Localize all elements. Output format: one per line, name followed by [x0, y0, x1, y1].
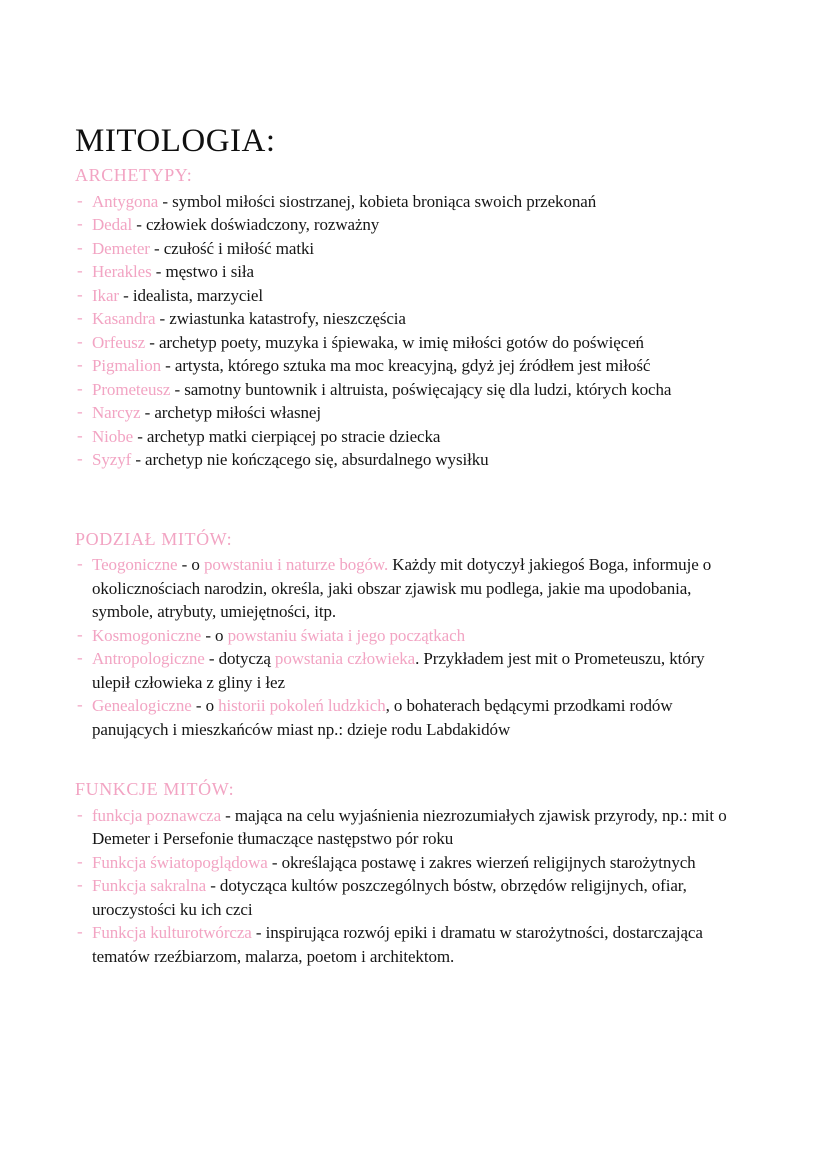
text-segment-black: Każdy mit dotyczył jakiegoś Boga, informuje o okolicznościach narodzin, określa, jaki obszar zjawisk mu podlega, jakie ma upodobania, symbole, atrybuty, umiejętności, itp. — [92, 555, 712, 622]
text-segment-black: - o — [201, 625, 228, 645]
item-text — [92, 694, 740, 741]
list-item — [75, 331, 828, 355]
dash-bullet-icon: - — [77, 355, 83, 375]
item-text — [92, 553, 740, 624]
text-segment-pink: Antygona — [92, 191, 159, 211]
dash-bullet-icon: - — [77, 695, 83, 715]
text-segment-pink: Antropologiczne — [92, 649, 205, 669]
text-segment-pink: powstania człowieka — [274, 649, 416, 669]
item-text — [92, 260, 740, 284]
text-segment-black: - dotyczą — [204, 649, 275, 669]
text-segment-pink: Genealogiczne — [92, 696, 192, 716]
text-segment-black: - męstwo i siła — [151, 262, 254, 282]
text-segment-pink: Kasandra — [92, 309, 156, 329]
text-segment-black: - dotycząca kultów poszczególnych bóstw, obrzędów religijnych, ofiar, uroczystości ku ich czci — [92, 876, 687, 919]
dash-bullet-icon: - — [77, 284, 83, 304]
text-segment-pink: Niobe — [92, 426, 134, 446]
list-item — [75, 213, 828, 237]
text-segment-pink: Kosmogoniczne — [92, 625, 202, 645]
section — [75, 528, 828, 742]
item-text — [92, 354, 740, 378]
text-segment-black: - idealista, marzyciel — [118, 285, 263, 305]
text-segment-pink: funkcja poznawcza — [92, 805, 222, 825]
dash-bullet-icon: - — [77, 624, 83, 644]
text-segment-black: - o — [191, 696, 219, 716]
list-item — [75, 354, 828, 378]
item-text — [92, 624, 740, 648]
text-segment-black: - człowiek doświadczony, rozważny — [132, 215, 380, 235]
item-text — [92, 190, 740, 214]
sections-container — [75, 164, 828, 968]
list-item — [75, 448, 828, 472]
dash-bullet-icon: - — [77, 648, 83, 668]
dash-bullet-icon: - — [77, 214, 83, 234]
list-item — [75, 921, 828, 968]
text-segment-pink: Funkcja sakralna — [92, 876, 207, 896]
section — [75, 164, 828, 472]
dash-bullet-icon: - — [77, 402, 83, 422]
dash-bullet-icon: - — [77, 261, 83, 281]
dash-bullet-icon: - — [77, 190, 83, 210]
text-segment-pink: Narcyz — [92, 403, 141, 423]
section-heading: PODZIAŁ MITÓW: — [75, 528, 233, 549]
list-item — [75, 694, 828, 741]
item-text — [92, 284, 740, 308]
dash-bullet-icon: - — [77, 378, 83, 398]
list-item — [75, 874, 828, 921]
item-text — [92, 448, 740, 472]
text-segment-pink: Funkcja światopoglądowa — [92, 852, 268, 872]
section-heading: ARCHETYPY: — [75, 165, 193, 186]
list-item — [75, 307, 828, 331]
list-item — [75, 553, 828, 624]
dash-bullet-icon: - — [77, 875, 83, 895]
text-segment-pink: Dedal — [92, 215, 133, 235]
text-segment-black: - archetyp nie kończącego się, absurdalnego wysiłku — [131, 450, 489, 470]
text-segment-black: - o — [177, 555, 204, 575]
dash-bullet-icon: - — [77, 308, 83, 328]
text-segment-black: , o bohaterach będącymi przodkami rodów panujących i mieszkańców miast np.: dzieje rodu Labdakidów — [92, 696, 673, 739]
item-text — [92, 874, 740, 921]
item-text — [92, 425, 740, 449]
text-segment-pink: powstaniu świata i jego początkach — [227, 625, 465, 645]
text-segment-black: - archetyp poety, muzyka i śpiewaka, w imię miłości gotów do poświęceń — [145, 332, 644, 352]
text-segment-black: - archetyp miłości własnej — [140, 403, 321, 423]
item-text — [92, 307, 740, 331]
list-item — [75, 851, 828, 875]
list-item — [75, 425, 828, 449]
text-segment-black: - inspirująca rozwój epiki i dramatu w starożytności, dostarczająca tematów rzeźbiarzom, malarza, poetom i architektom. — [92, 923, 703, 966]
item-text — [92, 401, 740, 425]
text-segment-pink: Demeter — [92, 238, 150, 258]
text-segment-pink: Teogoniczne — [92, 555, 178, 575]
item-text — [92, 237, 740, 261]
text-segment-pink: Syzyf — [92, 450, 132, 470]
text-segment-pink: Pigmalion — [92, 356, 161, 376]
list-item — [75, 260, 828, 284]
text-segment-pink: historii pokoleń ludzkich — [218, 696, 386, 716]
dash-bullet-icon: - — [77, 331, 83, 351]
item-text — [92, 647, 740, 694]
dash-bullet-icon: - — [77, 922, 83, 942]
text-segment-black: - samotny buntownik i altruista, poświęcający się dla ludzi, których kocha — [170, 379, 672, 399]
page-title: MITOLOGIA: — [75, 123, 276, 159]
text-segment-pink: Funkcja kulturotwórcza — [92, 923, 252, 943]
text-segment-black: - określająca postawę i zakres wierzeń religijnych starożytnych — [267, 852, 696, 872]
text-segment-black: - archetyp matki cierpiącej po stracie dziecka — [133, 426, 441, 446]
text-segment-black: - czułość i miłość matki — [149, 238, 314, 258]
list-item — [75, 647, 828, 694]
dash-bullet-icon: - — [77, 851, 83, 871]
list-item — [75, 284, 828, 308]
item-list — [75, 190, 828, 472]
list-item — [75, 624, 828, 648]
section-heading: FUNKCJE MITÓW: — [75, 779, 235, 800]
text-segment-black: . Przykładem jest mit o Prometeuszu, który ulepił człowieka z gliny i łez — [92, 649, 705, 692]
dash-bullet-icon: - — [77, 449, 83, 469]
item-text — [92, 921, 740, 968]
dash-bullet-icon: - — [77, 554, 83, 574]
text-segment-black: - artysta, którego sztuka ma moc kreacyjną, gdyż jej źródłem jest miłość — [161, 356, 651, 376]
text-segment-black: - mająca na celu wyjaśnienia niezrozumiałych zjawisk przyrody, np.: mit o Demeter i Persefonie tłumaczące następstwo pór roku — [92, 805, 727, 849]
text-segment-pink: Prometeusz — [92, 379, 171, 399]
item-list — [75, 804, 828, 969]
item-text — [92, 331, 740, 355]
section — [75, 778, 828, 968]
list-item — [75, 378, 828, 402]
item-text — [92, 851, 740, 875]
list-item — [75, 237, 828, 261]
text-segment-pink: Orfeusz — [92, 332, 146, 352]
dash-bullet-icon: - — [77, 425, 83, 445]
item-list — [75, 553, 828, 741]
text-segment-pink: powstaniu i naturze bogów. — [203, 555, 389, 575]
item-text — [92, 378, 740, 402]
text-segment-pink: Herakles — [92, 262, 152, 282]
list-item — [75, 190, 828, 214]
text-segment-black: - zwiastunka katastrofy, nieszczęścia — [155, 309, 406, 329]
text-segment-pink: Ikar — [92, 285, 119, 305]
list-item — [75, 804, 828, 851]
dash-bullet-icon: - — [77, 804, 83, 824]
dash-bullet-icon: - — [77, 237, 83, 257]
item-text — [92, 213, 740, 237]
list-item — [75, 401, 828, 425]
item-text — [92, 804, 740, 851]
text-segment-black: - symbol miłości siostrzanej, kobieta broniąca swoich przekonań — [158, 191, 597, 211]
